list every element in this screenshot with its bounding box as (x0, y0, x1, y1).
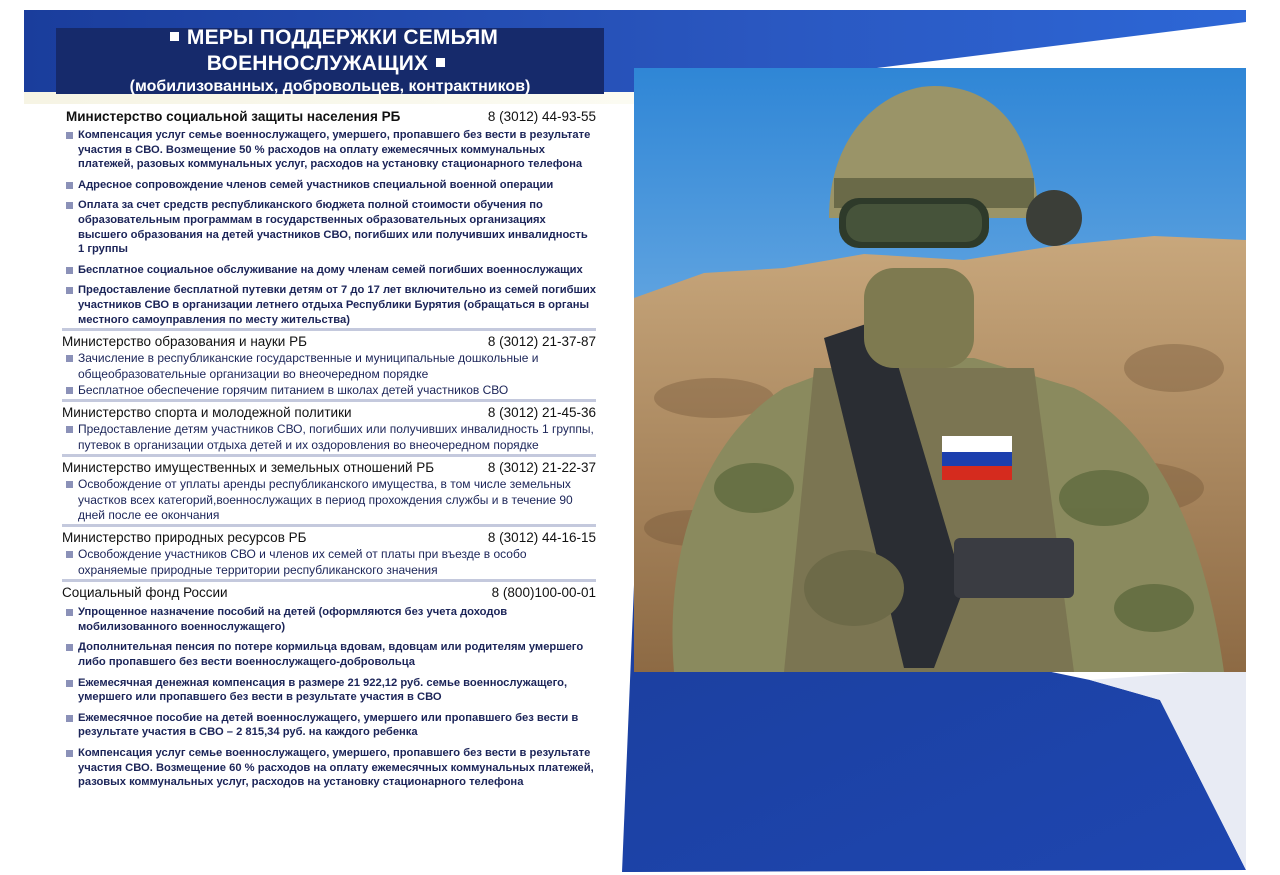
section-header (62, 529, 596, 546)
list-item: Освобождение участников СВО и членов их семей от платы при въезде в особо охраняемые природные территории республиканского значения (62, 547, 596, 578)
list-item: Адресное сопровождение членов семей участников специальной военной операции (62, 178, 596, 193)
page-title (56, 28, 604, 94)
list-item: Бесплатное социальное обслуживание на дому членам семей погибших военнослужащих (62, 263, 596, 278)
square-bullet-icon (66, 609, 73, 616)
list-item: Освобождение от уплаты аренды республиканского имущества, в том числе земельных участков всех категорий,военнослужащих в период прохождения службы и в течение 90 дней после ее окончания (62, 477, 596, 523)
square-bullet-icon (66, 387, 73, 394)
list-item: Упрощенное назначение пособий на детей (оформляются без учета доходов мобилизованного военнослужащего) (62, 605, 596, 634)
support-measures-list (62, 108, 596, 793)
section-header (62, 459, 596, 476)
org-phone: 8 (3012) 44-16-15 (487, 530, 596, 546)
org-phone: 8 (800)100-00-01 (491, 585, 596, 601)
list-item: Дополнительная пенсия по потере кормильца вдовам, вдовцам или родителям умершего либо пропавшего без вести военнослужащего-добровольца (62, 640, 596, 669)
title-subtitle: (мобилизованных, добровольцев, контрактников) (129, 78, 531, 95)
list-item: Компенсация услуг семье военнослужащего, умершего, пропавшего без вести в результате участия в СВО. Возмещение 50 % расходов на оплату ежемесячных коммунальных платежей, разовых коммунальных услуг, расходов на установку стационарного телефона (62, 128, 596, 172)
square-bullet-icon (66, 267, 73, 274)
org-name: Министерство имущественных и земельных отношений РБ (62, 460, 435, 476)
section-property (62, 459, 596, 527)
org-phone: 8 (3012) 21-45-36 (487, 405, 596, 421)
org-phone: 8 (3012) 44-93-55 (487, 109, 596, 124)
list-item: Предоставление бесплатной путевки детям от 7 до 17 лет включительно из семей погибших участников СВО в организации летнего отдыха Республики Бурятия (обращаться в органы местного самоуправления по месту жительства) (62, 283, 596, 327)
square-bullet-icon (66, 426, 73, 433)
square-bullet-icon (66, 182, 73, 189)
org-name: Министерство образования и науки РБ (62, 334, 307, 350)
square-bullet-icon (66, 287, 73, 294)
square-bullet-icon (66, 481, 73, 488)
section-social-fund (62, 584, 596, 791)
list-item: Ежемесячное пособие на детей военнослужащего, умершего или пропавшего без вести в результате участия в СВО – 2 815,34 руб. на каждого ребенка (62, 711, 596, 740)
list-item: Компенсация услуг семье военнослужащего, умершего, пропавшего без вести в результате участия СВО. Возмещение 60 % расходов на оплату ежемесячных коммунальных платежей, разовых коммунальных услуг, расходов на установку стационарного телефона (62, 746, 596, 790)
list-item: Ежемесячная денежная компенсация в размере 21 922,12 руб. семье военнослужащего, умершего или пропавшего без вести в результате участия в СВО (62, 676, 596, 705)
square-bullet-icon (66, 202, 73, 209)
square-bullet-icon (66, 132, 73, 139)
title-main: МЕРЫ ПОДДЕРЖКИ СЕМЬЯМ ВОЕННОСЛУЖАЩИХ (186, 26, 499, 75)
square-bullet-icon (66, 644, 73, 651)
section-header (62, 333, 596, 350)
title-square-icon (436, 58, 445, 67)
square-bullet-icon (66, 680, 73, 687)
list-item: Предоставление детям участников СВО, погибших или получивших инвалидность 1 группы, путевок в организации отдыха детей и их оздоровления во внеочередном порядке (62, 422, 596, 453)
list-item: Оплата за счет средств республиканского бюджета полной стоимости обучения по образовательным программам в государственных образовательных организациях высшего образования на детей участников СВО, погибших или получивших инвалидность 1 группы (62, 198, 596, 256)
square-bullet-icon (66, 715, 73, 722)
org-phone: 8 (3012) 21-37-87 (487, 334, 596, 350)
org-name: Министерство социальной защиты населения РБ (66, 109, 401, 124)
list-item: Зачисление в республиканские государственные и муниципальные дошкольные и общеобразовательные организации во внеочередном порядке (62, 351, 596, 382)
square-bullet-icon (66, 355, 73, 362)
list-item: Бесплатное обеспечение горячим питанием в школах детей участников СВО (62, 383, 596, 398)
section-sport (62, 404, 596, 457)
square-bullet-icon (66, 551, 73, 558)
section-header (62, 584, 596, 601)
org-name: Социальный фонд России (62, 585, 228, 601)
square-bullet-icon (66, 750, 73, 757)
section-header (62, 108, 596, 125)
section-education (62, 333, 596, 402)
title-square-icon (170, 32, 179, 41)
section-social-protection (62, 108, 596, 331)
org-phone: 8 (3012) 21-22-37 (487, 460, 596, 476)
soldier-photo (634, 68, 1246, 672)
section-header (62, 404, 596, 421)
section-nature (62, 529, 596, 582)
org-name: Министерство спорта и молодежной политики (62, 405, 352, 421)
org-name: Министерство природных ресурсов РБ (62, 530, 307, 546)
